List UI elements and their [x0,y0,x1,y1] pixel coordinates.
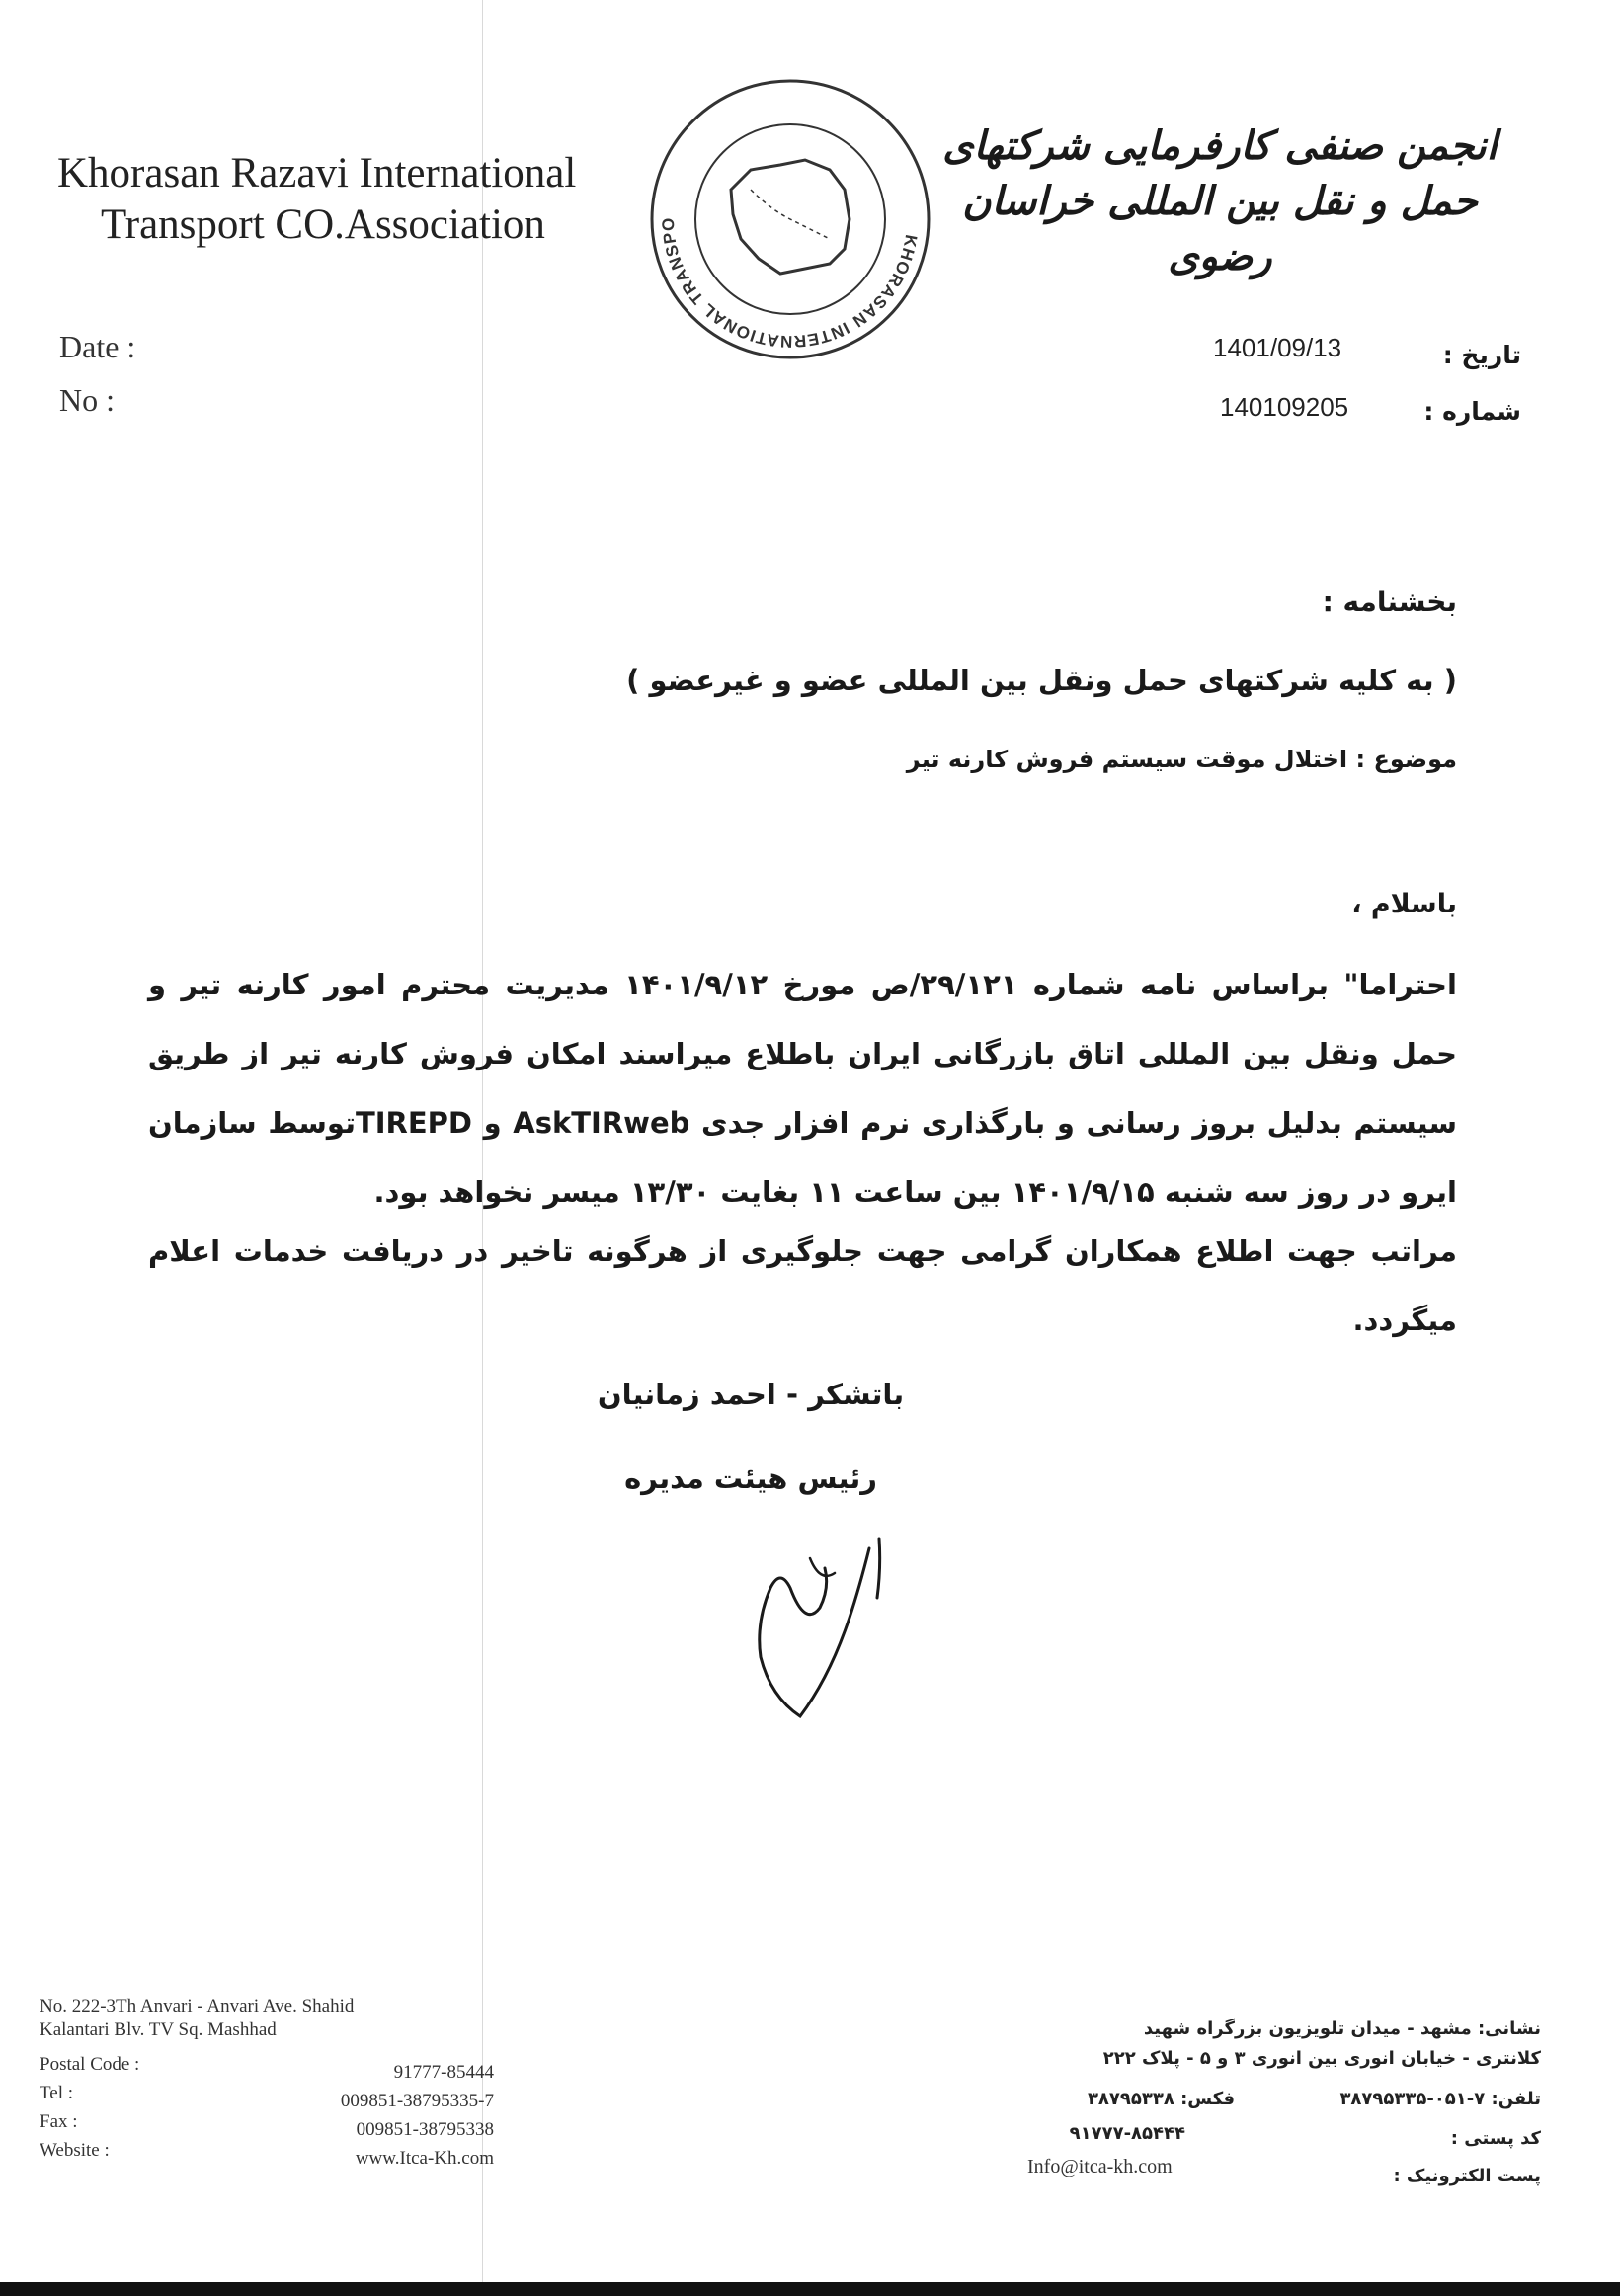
org-name-en-line2: Transport CO.Association [101,201,545,248]
association-seal-logo [642,71,938,367]
footer-address-fa [988,2015,1541,2074]
letter-greeting: باسلام ، [1351,889,1457,919]
date-label-en: Date : [59,329,136,364]
scan-bottom-edge [0,2282,1620,2296]
letter-paragraph-2: مراتب جهت اطلاع همکاران گرامی جهت جلوگیری از هرگونه تاخیر در دریافت خدمات اعلام میگردد. [148,1234,1457,1337]
date-label-fa: تاریخ : [1442,341,1521,369]
no-label-en: No : [59,382,115,418]
footer-address-en-line2: Kalantari Blv. TV Sq. Mashhad [40,2019,277,2040]
footer-email-link[interactable]: Info@itca-kh.com [1027,2156,1173,2177]
footer-email-label-fa: پست الکترونیک : [1393,2166,1541,2186]
footer-postal-label-fa: کد پستی : [1450,2128,1541,2149]
website-label-en: Website : [40,2140,110,2161]
footer-address-en [40,1995,504,2042]
letter-subject: موضوع : اختلال موقت سیستم فروش کارنه تیر [906,746,1457,773]
letter-paragraph-1: احتراما" براساس نامه شماره ۲۹/۱۲۱/ص مورخ ۱۴۰۱/۹/۱۲ مدیریت محترم امور کارنه تیر و حمل ونقل بین المللی اتاق بازرگانی ایران باطلاع میراسند امکان فروش کارنه تیر از طریق سیستم بدلیل بروز رسانی و بارگذاری نرم افزار جدی AskTIRweb و TIREPDتوسط سازمان ایرو در روز سه شنبه ۱۴۰۱/۹/۱۵ بین ساعت ۱۱ بغایت ۱۳/۳۰ میسر نخواهد بود. [148,968,1457,1209]
signer-title: رئیس هیئت مدیره [624,1462,877,1495]
svg-text:KHORASAN INTERNATIONAL TRANSPO: KHORASAN INTERNATIONAL TRANSPO [658,216,922,352]
website-link-en[interactable]: www.Itca-Kh.com [355,2148,494,2169]
footer-values-en [296,2058,494,2173]
letter-recipient: ( به کلیه شرکتهای حمل ونقل بین المللی عضو و غیرعضو ) [626,664,1457,697]
footer-postal-value-fa: ۹۱۷۷۷-۸۵۴۴۴ [1069,2123,1185,2144]
footer-fax-fa: فکس: ۳۸۷۹۵۳۳۸ [1087,2089,1235,2109]
handwritten-signature [711,1529,909,1736]
postal-value-en: 91777-85444 [393,2062,494,2083]
fax-value-en: 009851-38795338 [356,2119,494,2140]
fax-label-en: Fax : [40,2111,78,2132]
footer-address-fa-line2: کلانتری - خیابان انوری بین انوری ۳ و ۵ - پلاک ۲۲۲ [1102,2048,1541,2069]
footer-address-en-line1: No. 222-3Th Anvari - Anvari Ave. Shahid [40,1996,355,2017]
org-name-fa: انجمن صنفی کارفرمایی شرکتهای حمل و نقل بین المللی خراسان رضوی [942,122,1498,279]
number-value: 140109205 [1220,392,1349,422]
tel-value-en: 009851-38795335-7 [340,2091,494,2111]
org-name-en-line1: Khorasan Razavi International [57,150,577,197]
tel-label-en: Tel : [40,2083,74,2103]
footer-tel-fa: تلفن: ۷-۰۵۱-۳۸۷۹۵۳۳۵ [1339,2089,1541,2109]
footer-address-fa-line1: نشانی: مشهد - میدان تلویزیون بزرگراه شهید [1143,2019,1541,2039]
number-label-fa: شماره : [1423,397,1521,426]
date-value: 1401/09/13 [1213,333,1342,362]
postal-label-en: Postal Code : [40,2054,140,2075]
letter-type: بخشنامه : [1322,586,1457,618]
footer-labels-en [40,2050,198,2165]
letter-closing: باتشکر - احمد زمانیان [597,1378,905,1411]
